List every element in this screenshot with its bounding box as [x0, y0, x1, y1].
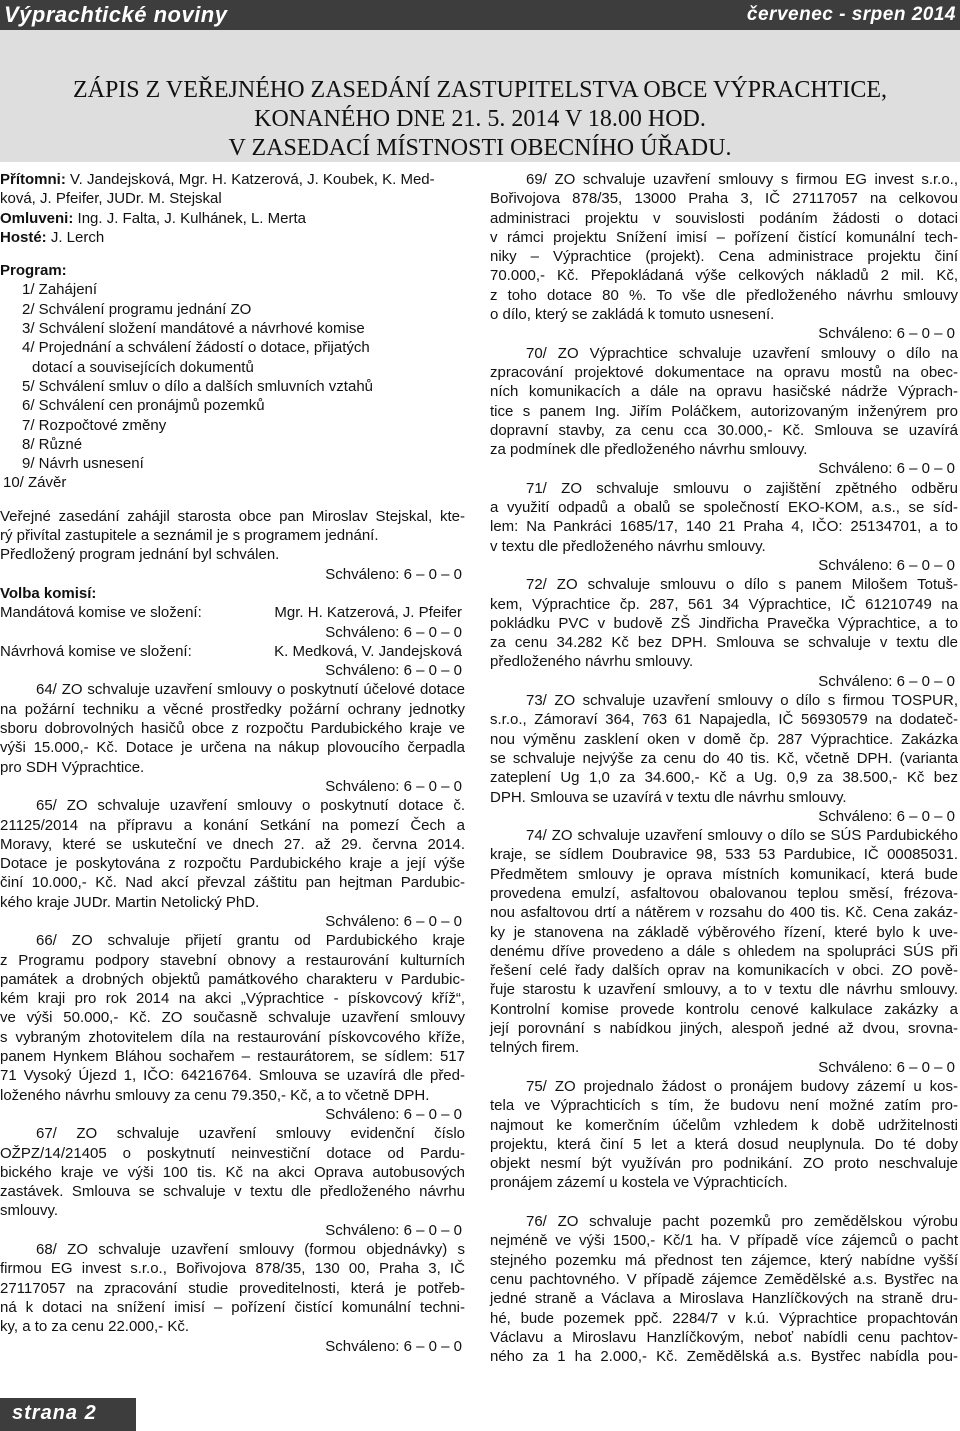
- program-item: 1/ Zahájení: [22, 281, 98, 299]
- committees-label: Volba komisí:: [0, 584, 97, 602]
- approved-vote: Schváleno: 6 – 0 – 0: [325, 777, 462, 795]
- resolution-line: kém kraji pro rok 2014 na akci „Výprachtice - pískovcový kříž“,: [0, 990, 465, 1008]
- program-item: 8/ Různé: [22, 435, 83, 453]
- right-column: [490, 170, 958, 1366]
- publication-name: Výprachtické noviny: [4, 2, 228, 27]
- resolution-line: v rámci projektu Snížení imisí – pořízení čistící komunální tech-: [490, 228, 958, 246]
- resolution-line: OŽPZ/14/21405 o poskytnutí neinvestiční dotace od Pardu-: [0, 1144, 465, 1162]
- approved-vote: Schváleno: 6 – 0 – 0: [818, 807, 955, 825]
- resolution-line: a využití odpadů a obalů se společností EKO-KOM, a.s., se síd-: [490, 499, 958, 517]
- resolution-line: dopravní stavby, za cenu cca 30.000,- Kč. Smlouva se uzavírá: [490, 421, 958, 439]
- resolution-line: 66/ ZO schvaluje přijetí grantu od Pardubického kraje: [36, 932, 465, 950]
- resolution-line: 71/ ZO schvaluje smlouvu o zajištění zpětného odběru: [526, 479, 958, 497]
- resolution-line: 71 Vysoký Újezd 1, IČO: 64216764. Smlouva se uzavírá dle před-: [0, 1067, 465, 1085]
- resolution-line: s vybraným zhotovitelem díla na restaurování pískovcového kříže,: [0, 1028, 465, 1046]
- resolution-line: provedena emulzí, asfaltovou obalovanou teplou směsí, frézova-: [490, 884, 958, 902]
- resolution-line: výši 15.000,- Kč. Dotace je určena na nákup plovoucího čerpadla: [0, 739, 465, 757]
- resolution-line: činí 10.000,- Kč. Nad akcí převzal záštitu pan hejtman Pardubic-: [0, 874, 465, 892]
- resolution-line: za cenu 34.282 Kč bez DPH. Smlouva se schvaluje v textu dle: [490, 634, 958, 652]
- resolution-line: bického kraje ve výši 100 tis. Kč na akci Oprava autobusových: [0, 1163, 465, 1181]
- resolution-line: kraje, se sídlem Doubravice 98, 533 53 Pardubice, IČ 00085031.: [490, 846, 958, 864]
- present-list: Přítomni: V. Jandejsková, Mgr. H. Katzerová, J. Koubek, K. Med-: [0, 171, 435, 188]
- program-item: 9/ Návrh usnesení: [22, 455, 144, 473]
- resolution-line: stejného pozemku má přednost ten zájemce, který nabídne vyšší: [490, 1251, 958, 1269]
- resolution-line: pokládku PVC v budově ZŠ Jindřicha Pravečka Výprachtice, a to: [490, 614, 958, 632]
- resolution-line: v textu dle předloženého návrhu smlouvy.: [490, 537, 766, 555]
- resolution-line: Kontrolní komise provede kontrolu cenové kalkulace zakázky a: [490, 1000, 958, 1018]
- resolution-line: hé, bude pozemek ppč. 2284/7 v k.ú. Výprachtice propachtován: [490, 1309, 958, 1327]
- resolution-line: tice s panem Ing. Jiřím Poláčkem, autorizovaným inženýrem pro: [490, 402, 958, 420]
- resolution-line: památek a drobných objektů památkového charakteru v Pardubic-: [0, 970, 465, 988]
- approved-vote: Schváleno: 6 – 0 – 0: [818, 325, 955, 343]
- resolution-line: telných firem.: [490, 1039, 580, 1057]
- resolution-line: s.r.o., Zámoraví 364, 763 61 Napajedla, IČ 56930579 na dodateč-: [490, 711, 958, 729]
- resolution-line: 72/ ZO schvaluje smlouvu o dílo s panem Milošem Totuš-: [526, 576, 958, 594]
- resolution-line: zateplení Ug 1,0 za 34.600,- Kč a Ug. 0,9 za 38.500,- Kč bez: [490, 769, 958, 787]
- resolution-line: 74/ ZO schvaluje uzavření smlouvy o dílo se SÚS Pardubického: [526, 827, 958, 845]
- approved-vote: Schváleno: 6 – 0 – 0: [818, 672, 955, 690]
- resolution-line: lem: Na Pankráci 1685/17, 140 21 Praha 4, IČO: 25134701, a to: [490, 518, 958, 536]
- resolution-line: ná k dotaci na snížení imisí – pořízení čistící komunální techni-: [0, 1298, 465, 1316]
- resolution-line: řuje starostu k uzavření smlouvy, a to v textu dle návrhu smlouvy.: [490, 981, 958, 999]
- resolution-line: 68/ ZO schvaluje uzavření smlouvy (formou objednávky) s: [36, 1241, 465, 1259]
- program-list: [0, 280, 465, 492]
- resolution-line: smlouvy.: [0, 1202, 59, 1220]
- approved-vote: Schváleno: 6 – 0 – 0: [325, 1105, 462, 1123]
- resolution-line: nejméně ve výši 1500,- Kč/1 ha. V případě více zájemců o pacht: [490, 1232, 958, 1250]
- resolution-line: kem, Výprachtice čp. 287, 561 34 Výprachtice, IČ 61210749 na: [490, 595, 958, 613]
- resolution-line: 76/ ZO schvaluje pacht pozemků pro zemědělskou výrobu: [526, 1213, 958, 1231]
- resolution-line: Předmětem smlouvy je oprava místních komunikací, která bude: [490, 865, 958, 883]
- resolution-line: ky je stanovena na základě výběrového řízení, které bylo k uve-: [490, 923, 958, 941]
- resolution-line: 73/ ZO schvaluje uzavření smlouvy o dílo s firmou TOSPUR,: [526, 692, 958, 710]
- resolution-line: řešení celé řady dalších oprav na komunikacích v obci. ZO pově-: [490, 962, 958, 980]
- page-footer: [0, 1398, 136, 1431]
- approved-program: Schváleno: 6 – 0 – 0: [325, 565, 462, 583]
- resolution-line: administraci projektu v souvislosti podáním žádosti o dotaci: [490, 209, 958, 227]
- page-header: [0, 0, 960, 30]
- resolution-line: ky, a to za cenu 22.000,- Kč.: [0, 1318, 189, 1336]
- resolution-line: 65/ ZO schvaluje uzavření smlouvy o poskytnutí dotace č.: [36, 797, 465, 815]
- resolution-line: z toho dotace 80 %. To vše dle předloženého návrhu smlouvy: [490, 286, 958, 304]
- resolution-line: zpracování projektové dokumentace na opravu mostů na obec-: [490, 363, 958, 381]
- program-item: dotací a souvisejících dokumentů: [32, 358, 254, 376]
- program-item: 4/ Projednání a schválení žádostí o dotace, přijatých: [22, 339, 370, 357]
- approved-vote: Schváleno: 6 – 0 – 0: [325, 912, 462, 930]
- document-title: ZÁPIS Z VEŘEJNÉHO ZASEDÁNÍ ZASTUPITELSTVA OBCE VÝPRACHTICE, KONANÉHO DNE 21. 5. 2014 V 18.00 HOD. V ZASEDACÍ MÍSTNOSTI OBECNÍHO ÚŘADU.: [72, 77, 888, 161]
- resolution-line: 70.000,- Kč. Přepokládaná výše celkových nákladů 2 mil. Kč,: [490, 267, 958, 285]
- resolution-line: ních komunikacích a dále na opravu hasičské nádrže Výprach-: [490, 383, 958, 401]
- mandate-committee: Mandátová komise ve složení: Mgr. H. Katzerová, J. Pfeifer: [0, 604, 462, 622]
- resolution-line: sboru dobrovolných hasičů obce z rozpočtu Pardubického kraje ve: [0, 720, 465, 738]
- resolution-line: 69/ ZO schvaluje uzavření smlouvy s firmou EG invest s.r.o.,: [526, 171, 958, 188]
- approved-vote: Schváleno: 6 – 0 – 0: [818, 556, 955, 574]
- resolution-line: 27117057 na zpracování studie proveditelnosti, která je potřeb-: [0, 1279, 465, 1297]
- program-label: Program:: [0, 262, 67, 280]
- resolution-line: cenu pachtovného. V případě zájemce Zemědělské a.s. Bystřec na: [490, 1270, 958, 1288]
- proposal-committee: Návrhová komise ve složení: K. Medková, V. Jandejsková: [0, 642, 462, 660]
- program-item: 5/ Schválení smluv o dílo a dalších smluvních vztahů: [22, 377, 374, 395]
- resolution-line: zastávek. Smlouva se schvaluje v textu dle předloženého návrhu: [0, 1183, 465, 1201]
- resolution-line: panem Hynkem Bláhou sochařem – restaurátorem, se sídlem: 517: [0, 1048, 465, 1066]
- resolution-line: kého kraje JUDr. Martin Netolický PhD.: [0, 893, 260, 911]
- program-item: 2/ Schválení programu jednání ZO: [22, 300, 252, 318]
- approved-vote: Schváleno: 6 – 0 – 0: [325, 1337, 462, 1355]
- right-resolutions: [490, 170, 958, 1366]
- resolution-line: loženého návrhu smlouvy za cenu 79.350,- Kč, a to včetně DPH.: [0, 1086, 430, 1104]
- program-item: 7/ Rozpočtové změny: [22, 416, 167, 434]
- guests-list: Hosté: J. Lerch: [0, 228, 105, 246]
- opening-text: Veřejné zasedání zahájil starosta obce pan Miroslav Stejskal, kte-: [0, 507, 465, 525]
- resolution-line: denému dříve provedeno a dále s ohledem na spolupráci SÚS při: [490, 942, 958, 960]
- resolution-line: Dotace je poskytována z rozpočtu Pardubického kraje a její výše: [0, 855, 465, 873]
- program-item: 6/ Schválení cen pronájmů pozemků: [22, 397, 265, 415]
- program-item: 3/ Schválení složení mandátové a návrhové komise: [22, 320, 365, 338]
- approved-vote: Schváleno: 6 – 0 – 0: [325, 1221, 462, 1239]
- resolution-line: 75/ ZO projednalo žádost o pronájem budovy zázemí u kos-: [526, 1077, 958, 1095]
- resolution-line: pronájem zázemí u kostela ve Výprachticích.: [490, 1174, 788, 1192]
- resolution-line: nou asfaltovou drtí a nátěrem v rozsahu do 400 tis. Kč. Cena zakáz-: [490, 904, 958, 922]
- resolution-line: firmou EG invest s.r.o., Bořivojova 878/35, 130 00, Praha 3, IČ: [0, 1260, 465, 1278]
- resolution-line: tela ve Výprachticích s tím, že budovu není možné zatím pro-: [490, 1097, 958, 1115]
- resolution-line: Václavu a Miroslavu Hanzlíčkovým, neboť nabídli cenu pachtov-: [490, 1328, 958, 1346]
- resolution-line: Moravy, které se uskuteční ve dnech 27. až 29. června 2014.: [0, 835, 465, 853]
- resolution-line: ve výši 50.000,- Kč. ZO současně schvaluje uzavření smlouvy: [0, 1009, 465, 1027]
- resolution-line: předloženého návrhu smlouvy.: [490, 653, 694, 671]
- resolution-line: z Programu podpory stavební obnovy a restaurování kulturních: [0, 951, 465, 969]
- resolution-line: niky – Výprachtice (projekt). Cena administrace projektu činí: [490, 248, 958, 266]
- resolution-line: ného za 1 ha 2.000,- Kč. Zemědělská a.s. Bystřec nabídla pou-: [490, 1348, 958, 1366]
- resolution-line: se schvaluje nejvýše za cenu do 40 tis. Kč, včetně DPH. (varianta: [490, 749, 958, 767]
- resolution-line: 21125/2014 na přípravu a konání Setkání na pomezí Čech a: [0, 816, 465, 834]
- approved-vote: Schváleno: 6 – 0 – 0: [818, 460, 955, 478]
- approved-vote: Schváleno: 6 – 0 – 0: [818, 1058, 955, 1076]
- resolution-line: 67/ ZO schvaluje uzavření smlouvy evidenční číslo: [36, 1125, 465, 1143]
- absent-list: Omluveni: Ing. J. Falta, J. Kulhánek, L. Merta: [0, 209, 306, 227]
- resolution-line: pro SDH Výprachtice.: [0, 758, 145, 776]
- resolution-line: za podmínek dle předloženého návrhu smlouvy.: [490, 441, 808, 459]
- resolution-line: projektu, která činí 5 let a která dosud neuplynula. Do té doby: [490, 1135, 958, 1153]
- page-number: strana 2: [12, 1402, 97, 1424]
- resolution-line: 70/ ZO Výprachtice schvaluje uzavření smlouvy o dílo na: [526, 344, 958, 362]
- resolution-line: její porovnání s nabídkou jiných, alespoň jedné až dvou, srovna-: [490, 1020, 958, 1038]
- issue-date: červenec - srpen 2014: [746, 4, 956, 25]
- resolution-line: o dílo, který se zakládá k tomuto usnesení.: [490, 306, 775, 324]
- resolution-line: nou výměnu zasklení oken v domě čp. 287 Výprachtice. Zakázka: [490, 730, 958, 748]
- resolution-line: jedné straně a Václava a Miroslava Hanzlíčkových na straně dru-: [490, 1290, 958, 1308]
- resolution-line: Bořivojova 878/35, 13000 Praha 3, IČ 27117057 na celkovou: [490, 190, 958, 208]
- resolution-line: objekt nesmí být využíván pro podnikání. ZO proto neschvaluje: [490, 1155, 958, 1173]
- resolution-line: na požární techniku a věcné prostředky požární ochrany jednotky: [0, 700, 465, 718]
- left-column: Přítomni: V. Jandejsková, Mgr. H. Katzerová, J. Koubek, K. Med- ková, J. Pfeifer, JUDr. M. Stejskal Omluveni: Ing. J. Falta, J. Kulhánek, L. Merta Hosté: J. Lerch Program: 1/ Zahájení 2/ Schválení programu jednání ZO 3/ Schválení složení mandátové a návrhové komise 4/ Projednání a schválení žádostí o dotace, přijatých dotací a souvisejících dokumentů 5/ Schválení smluv o dílo a dalších smluvních vztahů 6/ Schválení cen pronájmů pozemků 7/ Rozpočtové změny 8/ Různé 9/ Návrh usnesení 10/ Závěr Veřejné zasedání zahájil starosta obce pan Miroslav Stejskal, kte- rý přivítal zastupitele a seznámil je s programem jednání. Předložený program jednání byl schválen. Schváleno: 6 – 0 – 0 Volba komisí: Mandátová komise ve složení: Mgr. H. Katzerová, J. Pfeifer Schváleno: 6 – 0 – 0 Návrhová komise ve složení: K. Medková, V. Jandejsková Schváleno: 6 – 0 – 0 64/ ZO schvaluje uzavření smlouvy o poskytnutí účelové dotace na požární techniku a věcné prostředky požární ochrany jednotky sboru dobrovolných hasičů obce z rozpočtu Pardubického kraje ve výši 15.000,- Kč. Dotace je určena na nákup plovoucího čerpadla pro SDH Výprachtice. Schváleno: 6 – 0 – 0 65/ ZO schvaluje uzavření smlouvy o poskytnutí dotace č. 21125/2014 na přípravu a konání Setkání na pomezí Čech a Moravy, které se uskuteční ve dnech 27. až 29. června 2014. Dotace je poskytována z rozpočtu Pardubického kraje a její výše činí 10.000,- Kč. Nad akcí převzal záštitu pan hejtman Pardubic- kého kraje JUDr. Martin Netolický PhD. Schváleno: 6 – 0 – 0 66/ ZO schvaluje přijetí grantu od Pardubického kraje z Programu podpory stavební obnovy a restaurování kulturních památek a drobných objektů památkového charakteru v Pardubic- kém kraji pro rok 2014 na akci „Výprachtice - pískovcový kříž“, ve výši 50.000,- Kč. ZO současně schvaluje uzavření smlouvy s vybraným zhotovitelem díla na restaurování pískovcového kříže, panem Hynkem Bláhou sochařem – restaurátorem, se sídlem: 517 71 Vysoký Újezd 1, IČO: 64216764. Smlouva se uzavírá dle před- loženého návrhu smlouvy za cenu 79.350,- Kč, a to včetně DPH. Schváleno: 6 – 0 – 0 67/ ZO schvaluje uzavření smlouvy evidenční číslo OŽPZ/14/21405 o poskytnutí neinvestiční dotace od Pardu- bického kraje ve výši 100 tis. Kč na akci Oprava autobusových zastávek. Smlouva se schvaluje v textu dle předloženého návrhu smlouvy. Schváleno: 6 – 0 – 0 68/ ZO schvaluje uzavření smlouvy (formou objednávky) s firmou EG invest s.r.o., Bořivojova 878/35, 130 00, Praha 3, IČ 27117057 na zpracování studie proveditelnosti, která je potřeb- ná k dotaci na snížení imisí – pořízení čistící komunální techni- ky, a to za cenu 22.000,- Kč. Schváleno: 6 – 0 – 0: [0, 171, 465, 1355]
- left-resolutions: [0, 680, 465, 1355]
- resolution-line: DPH. Smlouva se uzavírá v textu dle návrhu smlouvy.: [490, 788, 847, 806]
- resolution-line: najmout ke komerčním účelům vzhledem k době udržitelnosti: [490, 1116, 958, 1134]
- resolution-line: 64/ ZO schvaluje uzavření smlouvy o poskytnutí účelové dotace: [36, 681, 465, 699]
- program-item: 10/ Závěr: [3, 474, 67, 492]
